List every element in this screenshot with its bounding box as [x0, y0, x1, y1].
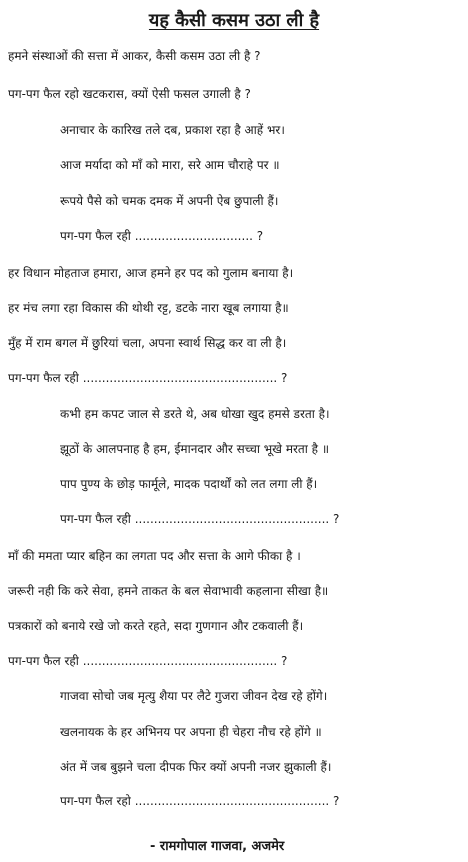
poem-line-16: जरूरी नही कि करे सेवा, हमने ताकत के बल सेवाभावी कहलाना सीखा है॥ [8, 584, 329, 598]
poem-line-15: माँ की ममता प्यार बहिन का लगता पद और सत्ता के आगे फीका है । [8, 549, 301, 563]
poem-line-21: अंत में जब बुझने चला दीपक फिर क्यों अपनी नजर झुकाली हैं। [60, 760, 332, 774]
poem-line-4: आज मर्यादा को माँ को मारा, सरे आम चौराहे पर ॥ [60, 158, 280, 172]
poem-line-3: अनाचार के कारिख तले दब, प्रकाश रहा है आहें भर। [60, 123, 285, 137]
poem-line-2: पग-पग फैल रहो खटकरास, क्यों ऐसी फसल उगाली है ? [8, 87, 251, 101]
poem-line-20: खलनायक के हर अभिनय पर अपना ही चेहरा नौच रहे होंगे ॥ [60, 725, 322, 739]
poem-line-9: मुँह में राम बगल में छुरियां चला, अपना स्वार्थ सिद्ध कर वा ली है। [8, 336, 287, 350]
poem-line-19: गाजवा सोचो जब मृत्यु शैया पर लैटे गुजरा जीवन देख रहे होंगे। [60, 689, 328, 703]
poem-line-11: कभी हम कपट जाल से डरते थे, अब धोखा खुद हमसे डरता है। [60, 407, 330, 421]
poem-line-5: रूपये पैसे को चमक दमक में अपनी ऐब छुपाली हैं। [60, 194, 279, 208]
author-signature: - रामगोपाल गाजवा, अजमेर [150, 839, 285, 854]
poem-line-17: पत्रकारों को बनाये रखे जो करते रहते, सदा गुणगान और टकवाली हैं। [8, 619, 304, 633]
poem-line-14: पग-पग फैल रही ................................................... ? [60, 512, 340, 526]
poem-line-8: हर मंच लगा रहा विकास की थोथी रट्ट, डटके नारा खूब लगाया है॥ [8, 301, 289, 315]
poem-line-1: हमने संस्थाओं की सत्ता में आकर, कैसी कसम उठा ली है ? [8, 49, 261, 63]
poem-line-18: पग-पग फैल रही ................................................... ? [8, 654, 288, 668]
poem-line-6: पग-पग फैल रही ............................... ? [60, 229, 264, 243]
poem-line-7: हर विधान मोहताज हमारा, आज हमने हर पद को गुलाम बनाया है। [8, 266, 294, 280]
poem-line-22: पग-पग फैल रहो ................................................... ? [60, 794, 340, 808]
poem-line-13: पाप पुण्य के छोड़ फार्मूले, मादक पदार्थों को लत लगा ली हैं। [60, 477, 318, 491]
poem-title: यह कैसी कसम उठा ली है [148, 10, 320, 31]
poem-line-10: पग-पग फैल रही ................................................... ? [8, 371, 288, 385]
poem-line-12: झूठों के आलपनाह है हम, ईमानदार और सच्चा भूखे मरता है ॥ [60, 442, 330, 456]
